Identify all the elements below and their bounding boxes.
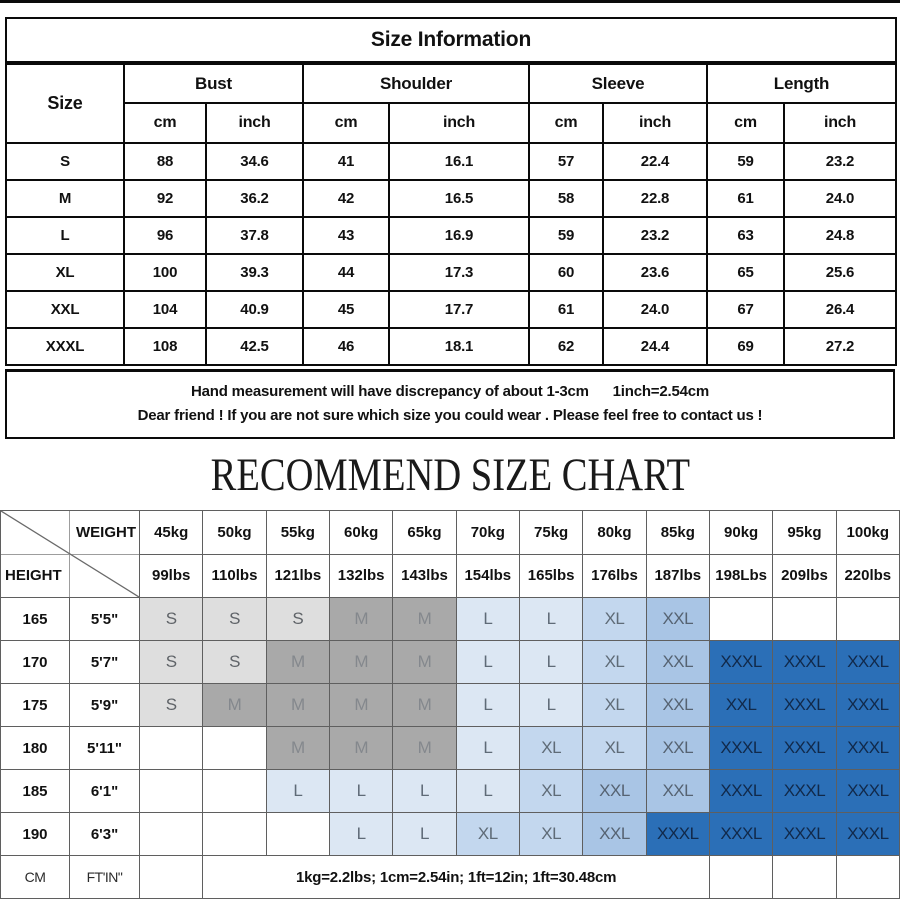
measurement-cell: 26.4 — [784, 291, 896, 328]
recommend-row — [1, 813, 900, 856]
measurement-cell: 27.2 — [784, 328, 896, 365]
weight-lbs-header: 154lbs — [456, 554, 519, 598]
shoulder-cm-header: cm — [303, 103, 389, 143]
weight-kg-row — [1, 511, 900, 555]
corner-inner — [1, 511, 139, 597]
measurement-cell: 18.1 — [389, 328, 529, 365]
weight-lbs-header: 220lbs — [836, 554, 899, 598]
size-recommend-cell: M — [266, 684, 329, 727]
measurement-cell: 37.8 — [206, 217, 303, 254]
measurement-cell: 24.0 — [784, 180, 896, 217]
size-recommend-cell: L — [329, 813, 392, 856]
size-recommend-cell: XXL — [646, 684, 709, 727]
weight-lbs-header: 110lbs — [203, 554, 266, 598]
size-recommend-cell: XXXL — [646, 813, 709, 856]
height-ftin-cell: 5'9" — [70, 684, 140, 727]
height-ftin-cell: 5'7" — [70, 641, 140, 684]
weight-lbs-header: 198Lbs — [709, 554, 772, 598]
measurement-cell: 69 — [707, 328, 784, 365]
weight-kg-header: 100kg — [836, 511, 899, 555]
size-row — [6, 328, 896, 365]
measurement-cell: 42 — [303, 180, 389, 217]
size-recommend-cell: M — [329, 684, 392, 727]
measurement-cell: 43 — [303, 217, 389, 254]
measurement-cell: 24.4 — [603, 328, 707, 365]
size-recommend-cell: M — [266, 641, 329, 684]
size-recommend-cell: XXXL — [773, 684, 836, 727]
size-recommend-cell: S — [203, 598, 266, 641]
size-recommend-cell: XXXL — [773, 770, 836, 813]
empty-cell — [140, 727, 203, 770]
size-recommend-cell: S — [140, 598, 203, 641]
size-recommend-cell: XL — [583, 641, 646, 684]
measurement-cell: 24.0 — [603, 291, 707, 328]
height-cm-cell: 190 — [1, 813, 70, 856]
measurement-cell: 42.5 — [206, 328, 303, 365]
weight-lbs-header: 143lbs — [393, 554, 456, 598]
height-ftin-cell: 6'3" — [70, 813, 140, 856]
weight-kg-header: 95kg — [773, 511, 836, 555]
measurement-cell: 100 — [124, 254, 206, 291]
recommend-heading-text: RECOMMEND SIZE CHART — [210, 449, 690, 501]
measurement-cell: 63 — [707, 217, 784, 254]
size-recommend-cell: L — [456, 641, 519, 684]
size-recommend-cell: M — [329, 641, 392, 684]
bust-inch-header: inch — [206, 103, 303, 143]
size-recommend-cell: S — [266, 598, 329, 641]
size-recommend-cell: XL — [519, 770, 582, 813]
length-group-header: Length — [707, 63, 896, 103]
recommend-row — [1, 684, 900, 727]
size-recommend-cell: L — [456, 727, 519, 770]
size-recommend-cell: XXXL — [836, 770, 899, 813]
height-axis-label: HEIGHT — [5, 566, 62, 584]
size-recommend-cell: XXL — [646, 598, 709, 641]
measurement-cell: 22.4 — [603, 143, 707, 180]
weight-kg-header: 85kg — [646, 511, 709, 555]
empty-cell — [836, 598, 899, 641]
empty-cell — [773, 598, 836, 641]
height-cm-cell: 175 — [1, 684, 70, 727]
sleeve-cm-header: cm — [529, 103, 603, 143]
measurement-cell: 59 — [707, 143, 784, 180]
height-cm-cell: 165 — [1, 598, 70, 641]
size-info-title: Size Information — [6, 18, 896, 63]
measurement-cell: 39.3 — [206, 254, 303, 291]
weight-axis-label: WEIGHT — [76, 523, 136, 541]
cm-unit-cell: CM — [1, 856, 70, 899]
size-recommend-cell: L — [519, 641, 582, 684]
weight-lbs-header: 209lbs — [773, 554, 836, 598]
size-recommend-cell: XXXL — [836, 684, 899, 727]
length-inch-header: inch — [784, 103, 896, 143]
size-recommend-cell: L — [393, 813, 456, 856]
measurement-cell: 23.2 — [784, 143, 896, 180]
measurement-cell: 17.7 — [389, 291, 529, 328]
weight-lbs-header: 99lbs — [140, 554, 203, 598]
corner-cell — [1, 511, 140, 598]
note-line-1: Hand measurement will have discrepancy of about 1-3cm 1inch=2.54cm — [190, 383, 710, 400]
recommend-row — [1, 770, 900, 813]
size-recommend-cell: L — [456, 684, 519, 727]
conversion-cell: 1kg=2.2lbs; 1cm=2.54in; 1ft=12in; 1ft=30.48cm — [203, 856, 710, 899]
size-recommend-cell: L — [456, 598, 519, 641]
weight-lbs-header: 121lbs — [266, 554, 329, 598]
measurement-cell: 44 — [303, 254, 389, 291]
size-recommend-cell: S — [140, 641, 203, 684]
empty-cell — [773, 856, 836, 899]
size-row — [6, 217, 896, 254]
size-recommend-cell: XXL — [646, 641, 709, 684]
size-row — [6, 291, 896, 328]
size-recommend-cell: XXL — [646, 727, 709, 770]
size-recommend-cell: XXXL — [709, 770, 772, 813]
empty-cell — [140, 770, 203, 813]
size-recommend-cell: XXXL — [836, 813, 899, 856]
size-recommend-cell: XXL — [583, 770, 646, 813]
measurement-cell: 46 — [303, 328, 389, 365]
size-information-table — [5, 17, 897, 366]
weight-kg-header: 45kg — [140, 511, 203, 555]
weight-kg-header: 75kg — [519, 511, 582, 555]
measurement-cell: 23.2 — [603, 217, 707, 254]
sleeve-inch-header: inch — [603, 103, 707, 143]
size-name-cell: XL — [6, 254, 124, 291]
height-ftin-cell: 6'1" — [70, 770, 140, 813]
size-recommend-cell: M — [393, 598, 456, 641]
size-recommend-cell: XXL — [709, 684, 772, 727]
size-recommend-cell: M — [393, 727, 456, 770]
measurement-cell: 40.9 — [206, 291, 303, 328]
weight-kg-header: 60kg — [329, 511, 392, 555]
empty-cell — [203, 727, 266, 770]
size-recommend-cell: XXL — [583, 813, 646, 856]
measurement-cell: 104 — [124, 291, 206, 328]
recommend-heading — [0, 450, 900, 502]
size-name-cell: L — [6, 217, 124, 254]
measurement-cell: 23.6 — [603, 254, 707, 291]
empty-cell — [203, 813, 266, 856]
size-recommend-cell: XXXL — [773, 641, 836, 684]
weight-lbs-header: 132lbs — [329, 554, 392, 598]
measurement-cell: 17.3 — [389, 254, 529, 291]
unit-header-row — [6, 103, 896, 143]
measurement-cell: 59 — [529, 217, 603, 254]
empty-cell — [266, 813, 329, 856]
size-recommend-cell: L — [329, 770, 392, 813]
measurement-cell: 16.9 — [389, 217, 529, 254]
size-recommend-cell: S — [203, 641, 266, 684]
size-recommend-cell: XXXL — [773, 727, 836, 770]
measurement-cell: 88 — [124, 143, 206, 180]
weight-lbs-header: 165lbs — [519, 554, 582, 598]
size-recommend-cell: XXL — [646, 770, 709, 813]
height-cm-cell: 170 — [1, 641, 70, 684]
measurement-cell: 16.5 — [389, 180, 529, 217]
empty-cell — [709, 598, 772, 641]
shoulder-group-header: Shoulder — [303, 63, 529, 103]
size-recommend-cell: L — [456, 770, 519, 813]
measurement-cell: 34.6 — [206, 143, 303, 180]
size-recommend-cell: XL — [583, 727, 646, 770]
measurement-cell: 96 — [124, 217, 206, 254]
measurement-cell: 65 — [707, 254, 784, 291]
length-cm-header: cm — [707, 103, 784, 143]
size-recommend-cell: XXXL — [709, 727, 772, 770]
size-recommend-cell: M — [266, 727, 329, 770]
weight-kg-header: 90kg — [709, 511, 772, 555]
weight-kg-header: 80kg — [583, 511, 646, 555]
empty-cell — [836, 856, 899, 899]
measurement-cell: 25.6 — [784, 254, 896, 291]
weight-lbs-header: 176lbs — [583, 554, 646, 598]
size-recommend-cell: L — [519, 598, 582, 641]
weight-kg-header: 55kg — [266, 511, 329, 555]
empty-cell — [140, 856, 203, 899]
weight-lbs-header: 187lbs — [646, 554, 709, 598]
recommend-row — [1, 598, 900, 641]
size-recommend-cell: XL — [456, 813, 519, 856]
empty-cell — [709, 856, 772, 899]
measurement-cell: 24.8 — [784, 217, 896, 254]
size-recommend-cell: XXXL — [709, 641, 772, 684]
height-ftin-cell: 5'11" — [70, 727, 140, 770]
size-row — [6, 180, 896, 217]
ftin-unit-cell: FT'IN" — [70, 856, 140, 899]
size-recommend-cell: M — [329, 598, 392, 641]
measurement-cell: 108 — [124, 328, 206, 365]
measurement-cell: 16.1 — [389, 143, 529, 180]
size-recommend-cell: M — [203, 684, 266, 727]
size-recommend-cell: XXXL — [836, 641, 899, 684]
size-name-cell: XXL — [6, 291, 124, 328]
size-recommend-cell: L — [519, 684, 582, 727]
size-information-section — [5, 17, 895, 439]
recommend-row — [1, 641, 900, 684]
measurement-cell: 92 — [124, 180, 206, 217]
size-row — [6, 254, 896, 291]
measurement-cell: 60 — [529, 254, 603, 291]
size-recommend-cell: M — [393, 641, 456, 684]
size-recommend-cell: M — [329, 727, 392, 770]
size-recommend-cell: XXXL — [773, 813, 836, 856]
height-ftin-cell: 5'5" — [70, 598, 140, 641]
measurement-cell: 41 — [303, 143, 389, 180]
note-line-2: Dear friend ! If you are not sure which size you could wear . Please feel free to contact us ! — [137, 407, 763, 424]
measurement-cell: 58 — [529, 180, 603, 217]
size-recommend-cell: XXXL — [709, 813, 772, 856]
measurement-cell: 57 — [529, 143, 603, 180]
size-recommend-cell: XL — [583, 684, 646, 727]
size-recommend-cell: S — [140, 684, 203, 727]
measurement-cell: 61 — [707, 180, 784, 217]
bust-cm-header: cm — [124, 103, 206, 143]
recommend-size-table — [0, 510, 900, 899]
size-recommend-cell: XXXL — [836, 727, 899, 770]
footer-row — [1, 856, 900, 899]
recommend-table-body — [1, 598, 900, 856]
measurement-cell: 61 — [529, 291, 603, 328]
empty-cell — [140, 813, 203, 856]
size-recommend-cell: M — [393, 684, 456, 727]
size-table-body — [6, 143, 896, 365]
height-cm-cell: 180 — [1, 727, 70, 770]
size-recommend-cell: L — [266, 770, 329, 813]
measurement-cell: 62 — [529, 328, 603, 365]
measurement-cell: 67 — [707, 291, 784, 328]
top-border-line — [0, 0, 900, 3]
recommend-row — [1, 727, 900, 770]
size-info-title-row — [6, 18, 896, 63]
weight-kg-header: 70kg — [456, 511, 519, 555]
size-recommend-cell: XL — [519, 813, 582, 856]
weight-kg-header: 50kg — [203, 511, 266, 555]
size-recommend-cell: XL — [583, 598, 646, 641]
measurement-cell: 45 — [303, 291, 389, 328]
measurement-notes — [5, 369, 895, 439]
size-row — [6, 143, 896, 180]
empty-cell — [203, 770, 266, 813]
size-column-header: Size — [6, 63, 124, 143]
height-cm-cell: 185 — [1, 770, 70, 813]
size-name-cell: M — [6, 180, 124, 217]
size-name-cell: S — [6, 143, 124, 180]
group-header-row — [6, 63, 896, 103]
size-recommend-cell: L — [393, 770, 456, 813]
measurement-cell: 22.8 — [603, 180, 707, 217]
bust-group-header: Bust — [124, 63, 303, 103]
measurement-cell: 36.2 — [206, 180, 303, 217]
shoulder-inch-header: inch — [389, 103, 529, 143]
weight-kg-header: 65kg — [393, 511, 456, 555]
sleeve-group-header: Sleeve — [529, 63, 707, 103]
size-recommend-cell: XL — [519, 727, 582, 770]
size-name-cell: XXXL — [6, 328, 124, 365]
